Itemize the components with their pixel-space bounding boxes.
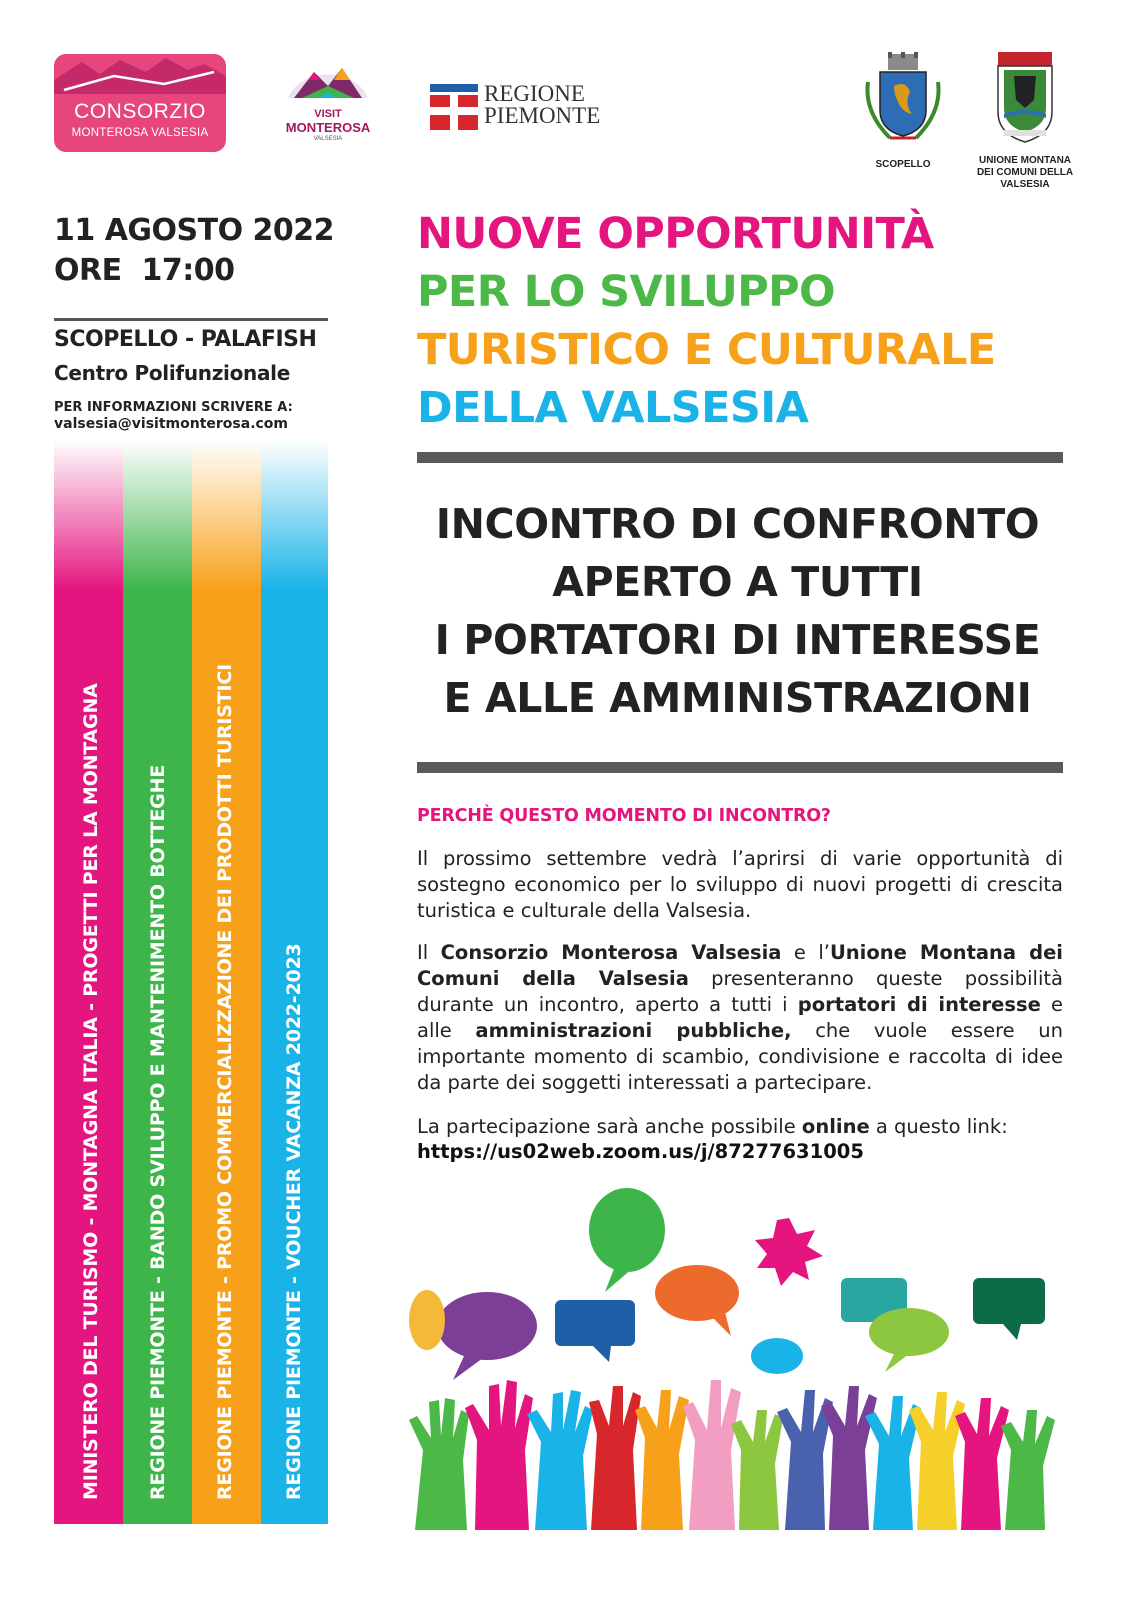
p2-text-a: Il [417, 941, 441, 964]
bar-promo [192, 440, 261, 1524]
unione-label-line1: UNIONE MONTANA [978, 155, 1072, 166]
headline-line-2: PER LO SVILUPPO [417, 267, 835, 317]
headline-line-4: DELLA VALSESIA [417, 383, 809, 433]
bar-voucher-text: REGIONE PIEMONTE - VOUCHER VACANZA 2022-2023 [283, 943, 305, 1500]
p2-bold-amministrazioni: amministrazioni pubbliche, [475, 1019, 792, 1042]
visit-label: VISIT [314, 108, 342, 120]
speech-bubble-lightgreen-icon [869, 1308, 949, 1372]
monterosa-label: MONTEROSA [285, 120, 371, 135]
bar-voucher [261, 440, 328, 1524]
paragraph-1: Il prossimo settembre vedrà l’aprirsi di varie opportunità di sostegno economico per lo sviluppo di nuovi progetti di crescita turistica e culturale della Valsesia. [417, 847, 1063, 922]
headline-line-3: TURISTICO E CULTURALE [417, 325, 996, 375]
bar-ministero-text: MINISTERO DEL TURISMO - MONTAGNA ITALIA - PROGETTI PER LA MONTAGNA [80, 683, 102, 1500]
valsesia-label: VALSESIA [313, 136, 343, 142]
p2-bold-consorzio: Consorzio Monterosa Valsesia [440, 941, 782, 964]
speech-bubble-cyan-icon [751, 1338, 803, 1374]
speech-bubble-darkgreen-icon [973, 1278, 1045, 1340]
unione-label-line2: DEI COMUNI DELLA [976, 167, 1074, 178]
headline-line-1: NUOVE OPPORTUNITÀ [417, 209, 934, 259]
consorzio-logo [54, 54, 226, 152]
divider-top [417, 452, 1063, 463]
zoom-link[interactable]: https://us02web.zoom.us/j/87277631005 [417, 1140, 864, 1163]
question-heading: PERCHÈ QUESTO MOMENTO DI INCONTRO? [417, 806, 831, 826]
p2-text-c: e l’ [781, 941, 830, 964]
p2-bold-unione: Unione Montana dei Comuni della Valsesia [417, 941, 1063, 990]
unione-label-line3: VALSESIA [1000, 179, 1050, 190]
speech-bubble-yellow-icon [409, 1290, 445, 1350]
regione-piemonte-logo [430, 82, 610, 134]
bar-promo-text: REGIONE PIEMONTE - PROMO COMMERCIALIZZAZIONE DEI PRODOTTI TURISTICI [214, 664, 236, 1500]
consorzio-name: CONSORZIO [74, 100, 206, 123]
mountain-icon [54, 54, 226, 94]
consorzio-subname: MONTEROSA VALSESIA [71, 127, 209, 139]
bar-botteghe-text: REGIONE PIEMONTE - BANDO SVILUPPO E MANTENIMENTO BOTTEGHE [147, 764, 169, 1500]
speech-bubble-orange-icon [655, 1265, 739, 1336]
p2-text-i: che vuole essere un importante momento di scambio, condivisione e raccolta di idee da parte dei soggetti interessati a partecipare. [417, 1019, 1063, 1094]
scopello-crest-icon [860, 52, 946, 147]
speech-bubble-green-icon [589, 1188, 665, 1292]
p2-text-e: presenteranno queste possibilità durante un incontro, aperto a tutti i [417, 967, 1063, 1016]
event-date: 11 AGOSTO 2022 [54, 213, 335, 248]
subheadline-line-1: INCONTRO DI CONFRONTO [435, 500, 1040, 548]
paragraph-3 [417, 1114, 1063, 1140]
regione-flag-icon [430, 84, 478, 130]
divider-left [54, 318, 328, 321]
subheadline [405, 495, 1070, 727]
scopello-label: SCOPELLO [875, 159, 931, 170]
unione-montana-crest-icon [990, 52, 1060, 144]
p2-text-g: e alle [417, 993, 1063, 1042]
p3-text-c: a questo link: [869, 1115, 1008, 1138]
piemonte-name: PIEMONTE [484, 103, 601, 128]
p3-bold-online: online [801, 1115, 870, 1138]
event-venue-sub: Centro Polifunzionale [54, 361, 290, 385]
subheadline-line-3: I PORTATORI DI INTERESSE [434, 616, 1041, 664]
speech-bubble-pink-starburst-icon [755, 1218, 823, 1286]
divider-bottom [417, 762, 1063, 773]
speech-bubble-purple-icon [437, 1292, 537, 1380]
speech-bubble-blue-icon [555, 1300, 635, 1362]
p3-text-a: La partecipazione sarà anche possibile [417, 1115, 802, 1138]
bar-ministero [54, 440, 123, 1524]
mountain-peaks-icon [280, 58, 376, 106]
paragraph-2 [417, 940, 1063, 1096]
hands-icon [409, 1380, 1055, 1530]
p2-bold-portatori: portatori di interesse [797, 993, 1041, 1016]
subheadline-line-4: E ALLE AMMINISTRAZIONI [443, 674, 1032, 722]
subheadline-line-2: APERTO A TUTTI [552, 558, 923, 606]
regione-name: REGIONE [484, 81, 585, 106]
info-label: PER INFORMAZIONI SCRIVERE A: [54, 400, 293, 415]
event-time: ORE 17:00 [54, 253, 235, 288]
unione-montana-label [960, 155, 1090, 191]
event-venue: SCOPELLO - PALAFISH [54, 327, 317, 352]
raised-hands-illustration [405, 1180, 1070, 1530]
info-email-link[interactable]: valsesia@visitmonterosa.com [54, 416, 289, 432]
bar-botteghe [123, 440, 192, 1524]
visit-monterosa-logo [280, 58, 376, 150]
